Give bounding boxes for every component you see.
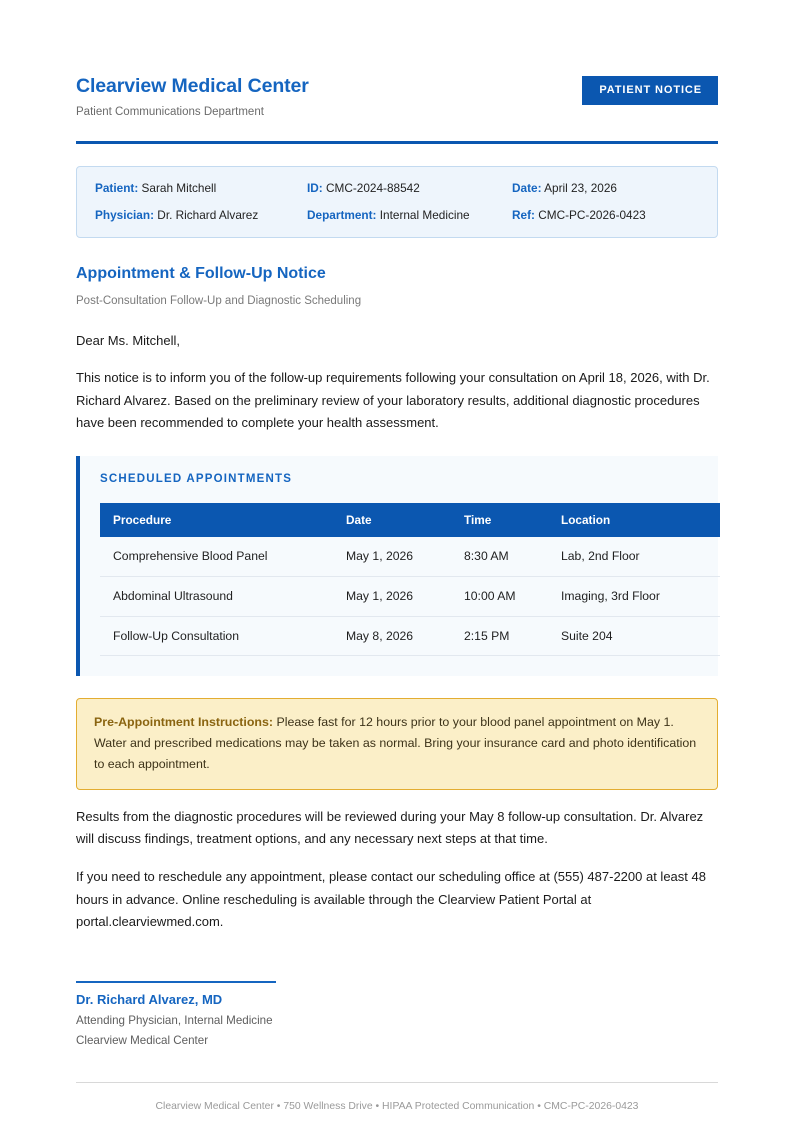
meta-physician: [95, 209, 307, 223]
signature-rule: [76, 981, 276, 983]
meta-id-label: ID:: [307, 181, 323, 196]
reschedule-paragraph: If you need to reschedule any appointment, please contact our scheduling office at (555) 487-2200 at least 48 hours in advance. Online rescheduling is available through the Clearview Patient Portal at portal.clearviewmed.com.: [76, 869, 706, 930]
document-title: Appointment & Follow-Up Notice: [76, 265, 326, 283]
table-row: [100, 616, 720, 656]
cell-date: May 8, 2026: [346, 616, 464, 656]
cell-time: 2:15 PM: [464, 616, 561, 656]
signature-name: Dr. Richard Alvarez, MD: [76, 991, 223, 1007]
cell-time: 8:30 AM: [464, 537, 561, 576]
table-head: [100, 503, 720, 537]
salutation: Dear Ms. Mitchell,: [76, 333, 181, 349]
column-header-date: Date: [346, 503, 464, 537]
document-footer: [76, 1082, 718, 1114]
meta-date-label: Date:: [512, 181, 542, 196]
cell-procedure: Follow-Up Consultation: [100, 616, 346, 656]
signature-title: Attending Physician, Internal Medicine: [76, 1013, 273, 1027]
appointments-table: [100, 503, 720, 656]
cell-location: Imaging, 3rd Floor: [561, 576, 720, 616]
results-paragraph: Results from the diagnostic procedures will be reviewed during your May 8 follow-up consultation. Dr. Alvarez will discuss findings, treatment options, and any necessary next steps at that time.: [76, 808, 704, 846]
table-row: [100, 576, 720, 616]
cell-procedure: Abdominal Ultrasound: [100, 576, 346, 616]
meta-date-value: April 23, 2026: [544, 181, 617, 196]
pre-appointment-instructions-callout: [76, 698, 718, 789]
callout-text: Please fast for 12 hours prior to your blood panel appointment on May 1. Water and prescribed medications may be taken as normal. Bring your insurance card and photo identification to each appointment.: [94, 715, 697, 771]
signature-organization: Clearview Medical Center: [76, 1034, 209, 1048]
footer-text: Clearview Medical Center • 750 Wellness Drive • HIPAA Protected Communication • CMC-PC-2026-0423: [155, 1100, 639, 1112]
meta-department-label: Department:: [307, 207, 377, 222]
cell-location: Lab, 2nd Floor: [561, 537, 720, 576]
cell-date: May 1, 2026: [346, 576, 464, 616]
meta-row: [95, 182, 699, 196]
scheduled-appointments-panel: [76, 456, 718, 676]
meta-patient-value: Sarah Mitchell: [141, 181, 217, 196]
signature-block: [76, 981, 718, 1049]
patient-notice-badge: PATIENT NOTICE: [582, 76, 718, 105]
meta-department-value: Internal Medicine: [379, 207, 470, 222]
meta-ref-label: Ref:: [512, 207, 535, 222]
meta-date: [512, 182, 699, 196]
department-name: Patient Communications Department: [76, 106, 264, 119]
meta-row: [95, 209, 699, 223]
document-header: [76, 0, 718, 120]
meta-department: [307, 209, 512, 223]
meta-ref: [512, 209, 699, 223]
cell-date: May 1, 2026: [346, 537, 464, 576]
meta-physician-value: Dr. Richard Alvarez: [157, 207, 259, 222]
meta-id: [307, 182, 512, 196]
meta-physician-label: Physician:: [95, 207, 155, 222]
column-header-location: Location: [561, 503, 720, 537]
organization-name: Clearview Medical Center: [76, 75, 309, 97]
meta-patient: [95, 182, 307, 196]
meta-id-value: CMC-2024-88542: [326, 181, 420, 196]
cell-time: 10:00 AM: [464, 576, 561, 616]
meta-patient-label: Patient:: [95, 181, 139, 196]
cell-procedure: Comprehensive Blood Panel: [100, 537, 346, 576]
cell-location: Suite 204: [561, 616, 720, 656]
table-header-row: [100, 503, 720, 537]
document-subtitle: Post-Consultation Follow-Up and Diagnostic Scheduling: [76, 294, 362, 307]
panel-label: SCHEDULED APPOINTMENTS: [100, 473, 293, 486]
patient-meta-box: [76, 166, 718, 238]
callout-label: Pre-Appointment Instructions:: [94, 715, 273, 730]
column-header-procedure: Procedure: [100, 503, 346, 537]
table-row: [100, 537, 720, 576]
header-divider: [76, 141, 718, 144]
brand-block: [76, 74, 309, 120]
intro-paragraph: This notice is to inform you of the follow-up requirements following your consultation on April 18, 2026, with Dr. Richard Alvarez. Based on the preliminary review of your laboratory results, additional diagnostic procedures have been recommended to complete your health assessment.: [76, 370, 710, 430]
column-header-time: Time: [464, 503, 561, 537]
table-body: [100, 537, 720, 655]
meta-ref-value: CMC-PC-2026-0423: [538, 207, 646, 222]
